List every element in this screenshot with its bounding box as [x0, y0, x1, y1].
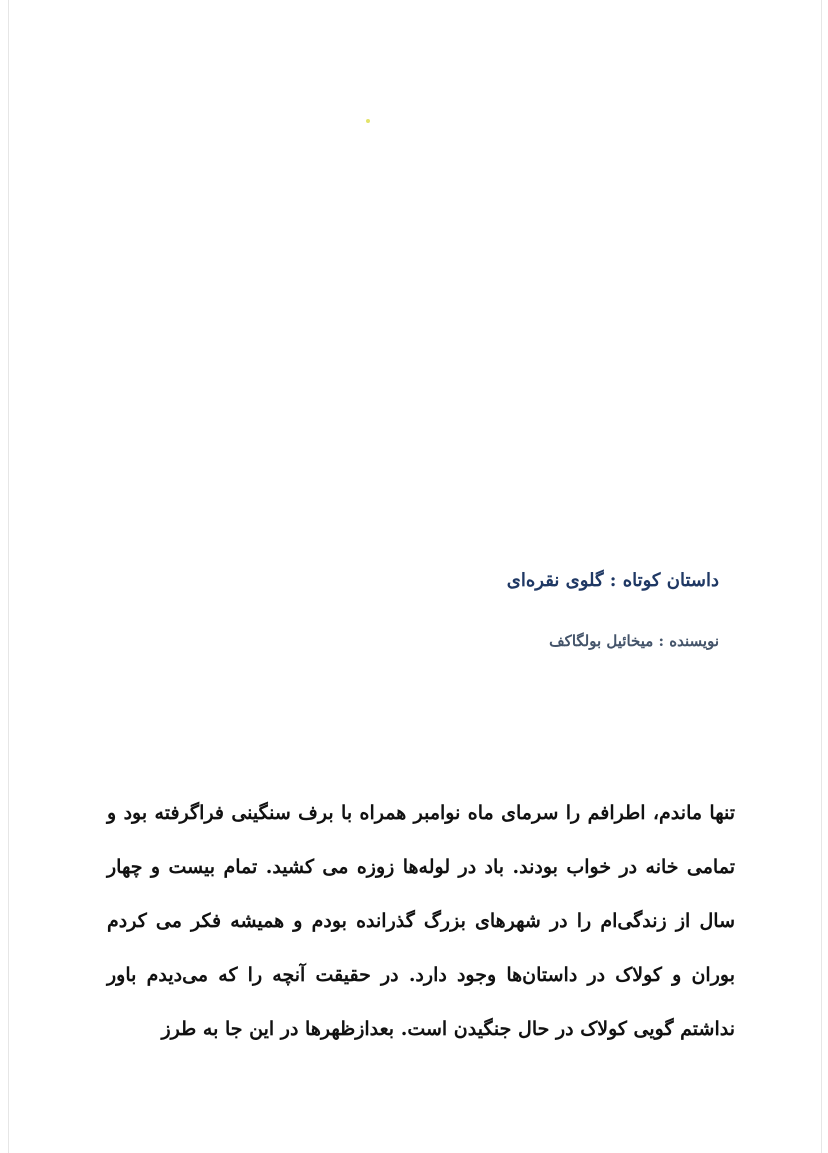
story-title: داستان کوتاه : گلوی نقره‌ای: [506, 570, 719, 591]
body-line: سال از زندگی‌ام را در شهرهای بزرگ گذرانده بودم و همیشه فکر می کردم: [107, 910, 735, 932]
body-line: نداشتم گویی کولاک در حال جنگیدن است. بعدازظهرها در این جا به طرز: [161, 1018, 735, 1040]
author-line: نویسنده : میخائیل بولگاکف: [549, 632, 719, 650]
body-paragraph: [107, 795, 735, 1065]
document-page: [8, 0, 822, 1153]
body-line: تنها ماندم، اطرافم را سرمای ماه نوامبر همراه با برف سنگینی فراگرفته بود و: [107, 802, 735, 824]
stray-mark: [366, 119, 370, 123]
body-line: بوران و کولاک در داستان‌ها وجود دارد. در حقیقت آنچه را که می‌دیدم باور: [107, 964, 735, 986]
body-line: تمامی خانه در خواب بودند. باد در لوله‌ها زوزه می کشید. تمام بیست و چهار: [107, 856, 735, 878]
